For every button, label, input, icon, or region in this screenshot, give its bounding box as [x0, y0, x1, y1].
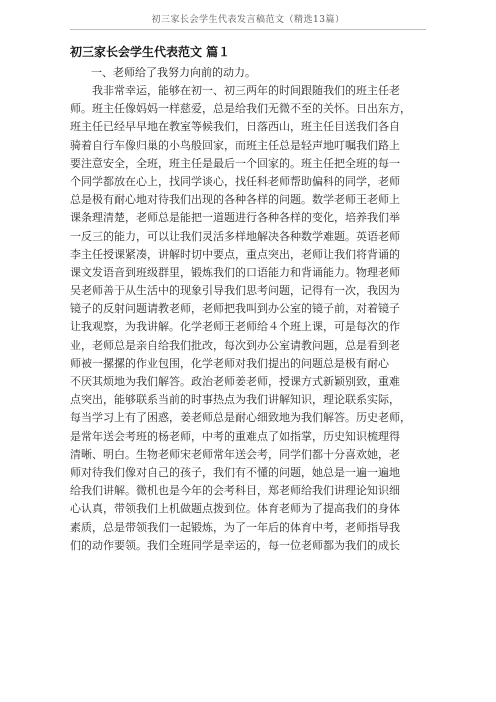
section-heading: 一、老师给了我努力向前的动力。	[91, 66, 256, 79]
paragraph-line: 李主任授课紧凑，讲解时切中要点，重点突出，老师让我们将背诵的	[70, 247, 400, 261]
paragraph-line: 师被一摞摞的作业包围，化学老师对我们提出的问题总是极有耐心	[70, 356, 389, 370]
paragraph-line: 课条理清楚，老师总是能把一道题进行各种各样的变化，培养我们举	[70, 211, 400, 225]
paragraph-line: 不厌其烦地为我们解答。政治老师姜老师，授课方式新颖别致，重难	[70, 375, 400, 388]
paragraph-line: 课文发语音到班级群里，锻炼我们的口语能力和背诵能力。物理老师	[70, 265, 400, 279]
paragraph-line: 给我们讲解。微机也是今年的会考科目，郑老师给我们讲理论知识细	[70, 484, 400, 498]
paragraph-line: 吴老师善于从生活中的现象引导我们思考问题，记得有一次，我因为	[70, 284, 400, 298]
page-header-title: 初三家长会学生代表发言稿范文（精选13篇）	[151, 15, 345, 25]
paragraph-line: 们的动作要领。我们全班同学是幸运的，每一位老师都为我们的成长	[70, 538, 400, 552]
paragraph-line: 师对待我们像对自己的孩子，我们有不懂的问题，她总是一遍一遍地	[70, 465, 400, 479]
paragraph-line: 骑着自行车像归巢的小鸟般回家，而班主任总是轻声地叮嘱我们路上	[70, 138, 400, 152]
paragraph-line: 镜子的反射问题请教老师，老师把我叫到办公室的镜子前，对着镜子	[70, 302, 400, 316]
document-title: 初三家长会学生代表范文 篇１	[70, 45, 231, 59]
paragraph-line: 每当学习上有了困惑，姜老师总是耐心细致地为我们解答。历史老师，	[70, 411, 411, 425]
paragraph-line: 素质，总是带领我们一起锻炼，为了一年后的体育中考，老师指导我	[70, 520, 400, 534]
header-divider	[70, 29, 426, 30]
paragraph-line: 清晰、明白。生物老师宋老师常年送会考，同学们都十分喜欢她，老	[70, 447, 400, 461]
paragraph-line: 心认真，带领我们上机做题点拨到位。体育老师为了提高我们的身体	[70, 502, 400, 516]
paragraph-line: 要注意安全，全班，班主任是最后一个回家的。班主任把全班的每一	[70, 156, 400, 170]
paragraph-line: 师。班主任像妈妈一样慈爱，总是给我们无微不至的关怀。日出东方，	[70, 102, 411, 116]
body-paragraph	[70, 82, 426, 555]
paragraph-line: 业，老师总是亲自给我们批改，每次到办公室请教问题，总是看到老	[70, 338, 400, 352]
paragraph-line: 班主任已经早早地在教室等候我们，日落西山，班主任目送我们各自	[70, 120, 400, 134]
paragraph-line: 让我观察，为我讲解。化学老师王老师给４个班上课，可是每次的作	[70, 320, 400, 334]
paragraph-line: 一反三的能力，可以让我们灵活多样地解决各种数学难题。英语老师	[70, 229, 400, 243]
paragraph-line: 我非常幸运，能够在初一、初三两年的时间跟随我们的班主任老	[70, 84, 400, 97]
paragraph-line: 总是极有耐心地对待我们出现的各种各样的问题。数学老师王老师上	[70, 193, 400, 207]
paragraph-line: 点突出，能够联系当前的时事热点为我们讲解知识，理论联系实际，	[70, 393, 400, 407]
paragraph-line: 是常年送会考班的杨老师，中考的重难点了如指掌，历史知识梳理得	[70, 429, 400, 443]
paragraph-line: 个同学都放在心上，找同学谈心，找任科老师帮助偏科的同学，老师	[70, 174, 400, 188]
